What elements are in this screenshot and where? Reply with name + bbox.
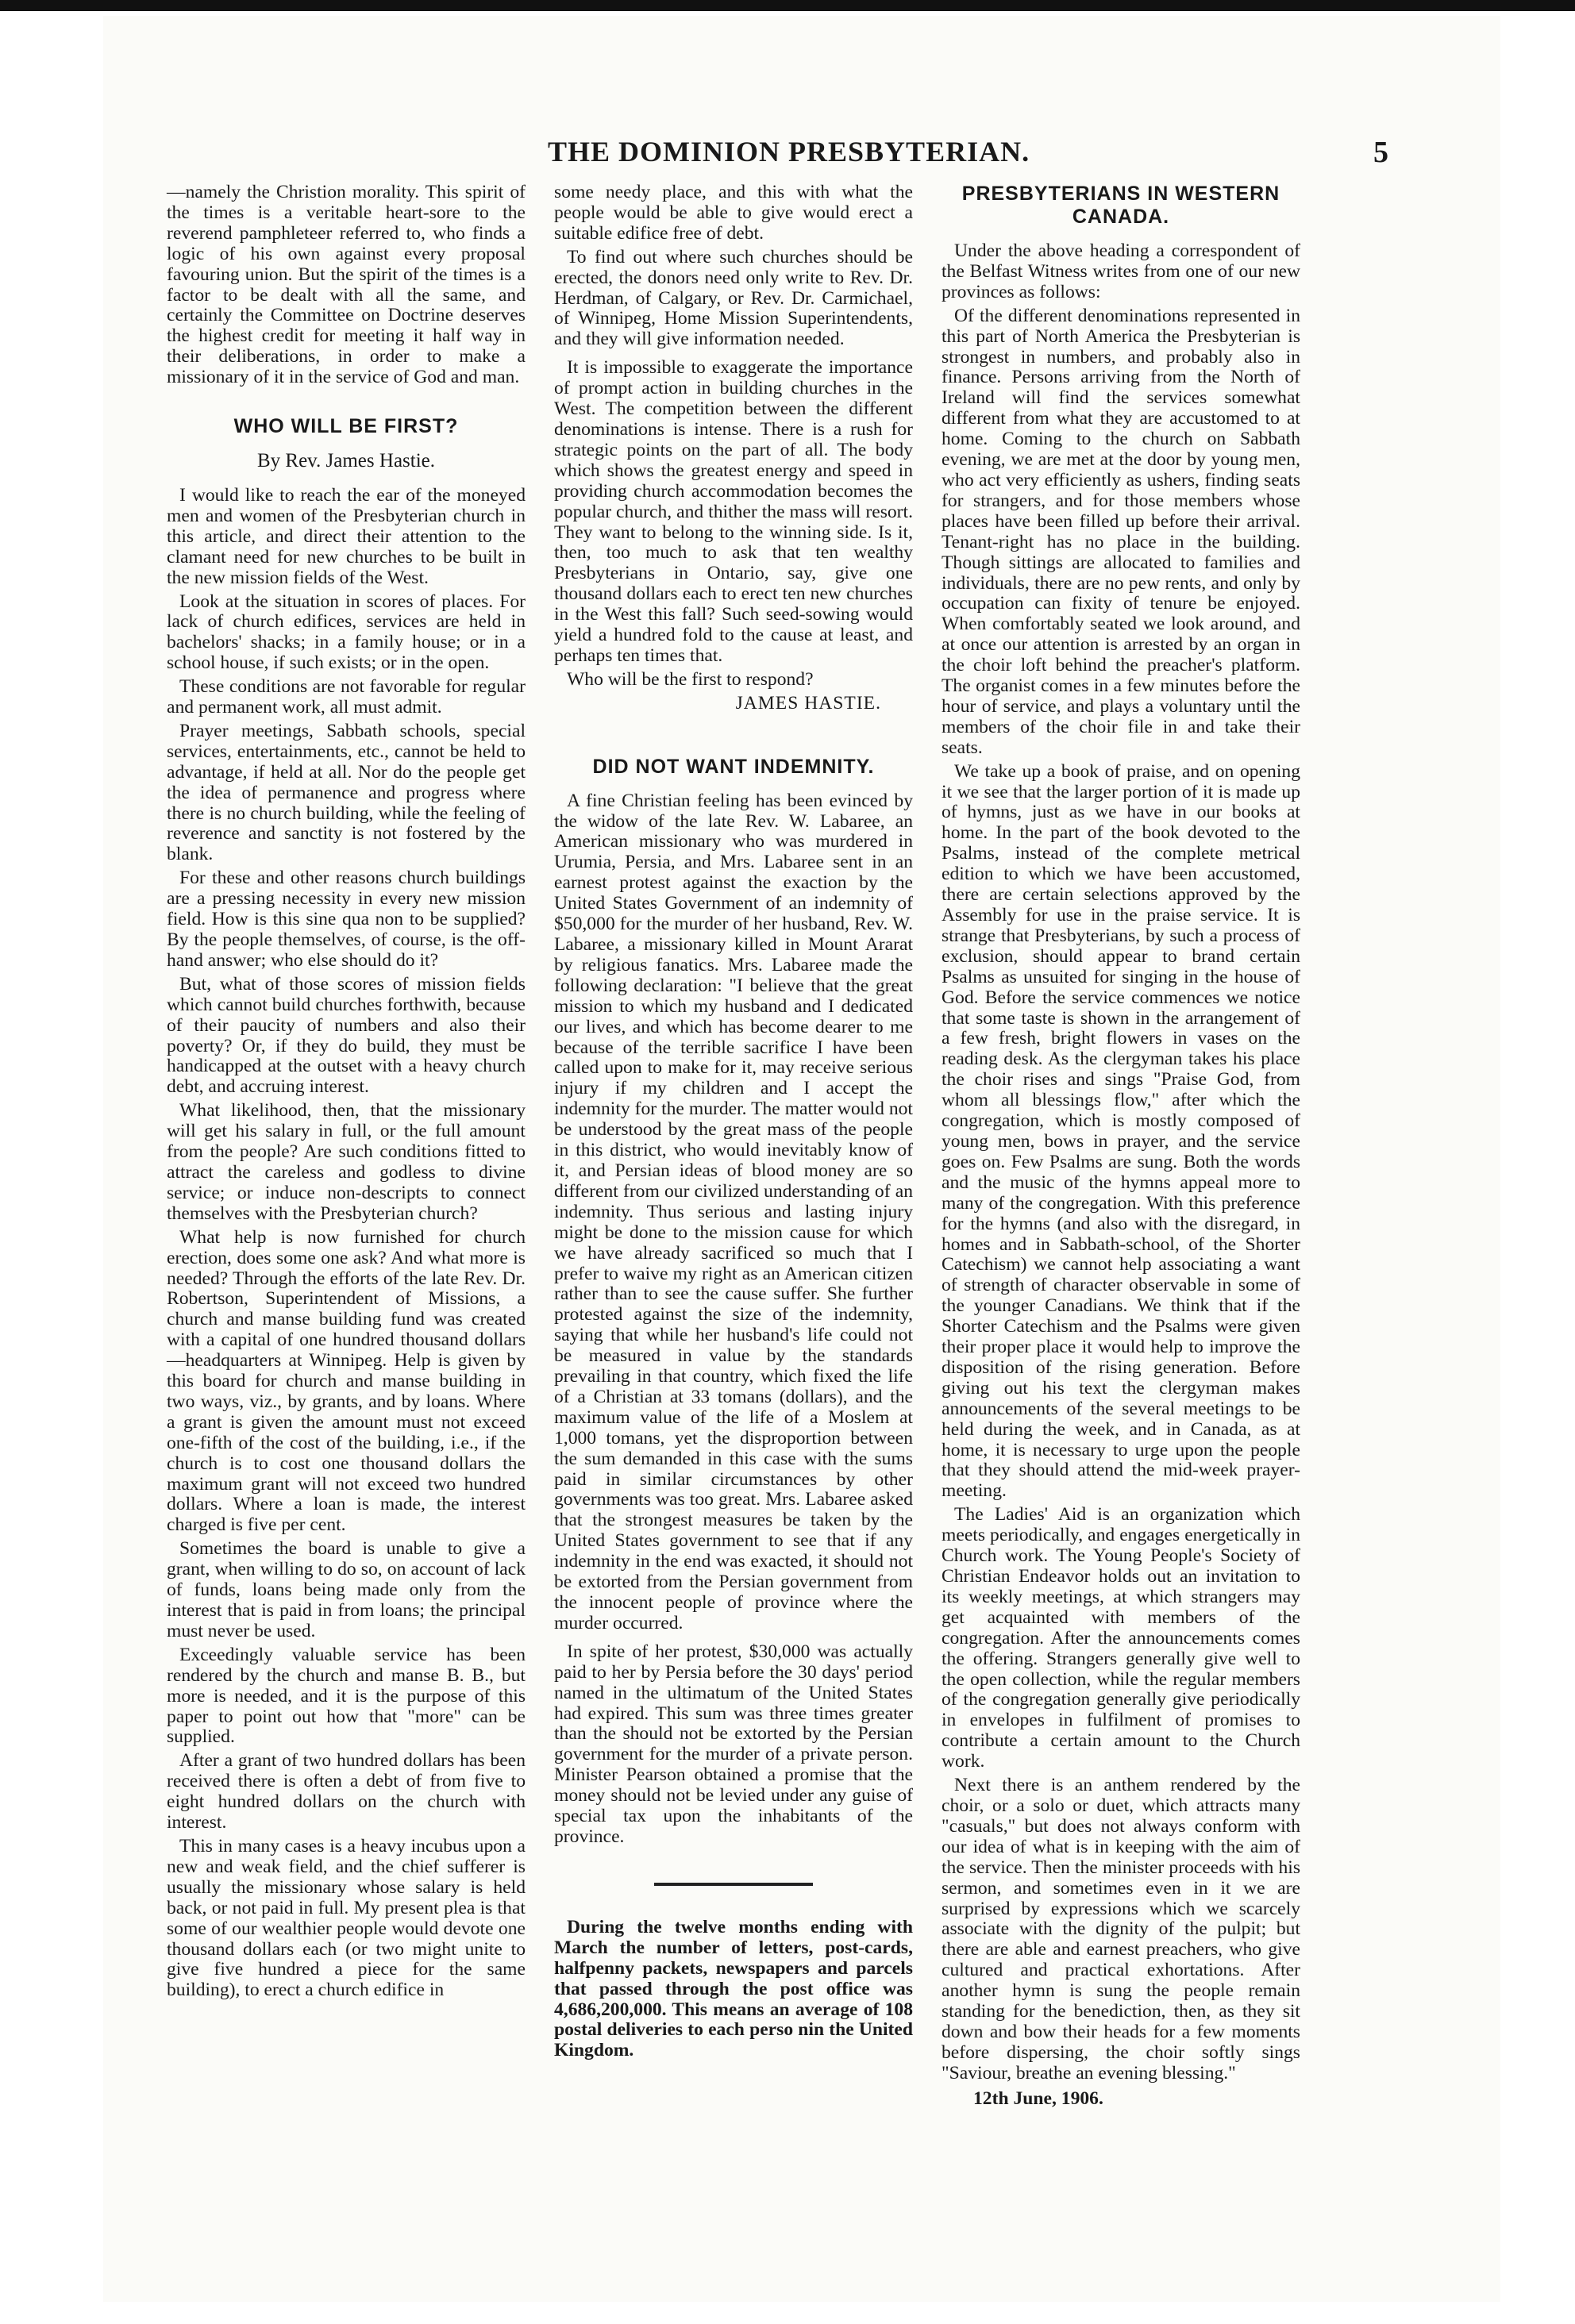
article-heading: WHO WILL BE FIRST? <box>233 415 459 438</box>
signature: JAMES HASTIE. <box>735 692 881 714</box>
newspaper-page <box>103 16 1500 2302</box>
paragraph: Sometimes the board is unable to give a grant, when willing to do so, on account of lack of funds, loans being made only from the interest that is paid in from loans; the principal must never be used. <box>167 1538 526 1641</box>
paragraph: After a grant of two hundred dollars has been received there is often a debt of from five to eight hundred dollars on the church with interest. <box>167 1750 526 1833</box>
article-heading: DID NOT WANT INDEMNITY. <box>592 755 875 778</box>
column-2 <box>554 183 913 2064</box>
paragraph: The Ladies' Aid is an organization which meets periodically, and engages energetically in Church work. The Young People's Society of Christian Endeavor holds out an invitation to its weekly meetings, at which strangers may get acquainted with members of the congregation. After the announcements comes the offering. Strangers generally give well to the open collection, while the regular members of the congregation generally give periodically in envelopes in fulfilment of promises to contribute a certain amount to the Church work. <box>942 1504 1300 1772</box>
paragraph: For these and other reasons church buildings are a pressing necessity in every new mission field. How is this sine qua non to be supplied? By the people themselves, of course, is the off-hand answer; who else should do it? <box>167 868 526 971</box>
paragraph: But, what of those scores of mission fields which cannot build churches forthwith, because of their paucity of numbers and also their poverty? Or, if they do build, they must be handicapped at the outset with a heavy church debt, and accruing interest. <box>167 973 526 1098</box>
paragraph: What help is now furnished for church erection, does some one ask? And what more is needed? Through the efforts of the late Rev. Dr. Robertson, Superintendent of Missions, a church and manse building fund was created with a capital of one hundred thousand dollars—headquarters at Winnipeg. Help is given by this board for church and manse building in two ways, viz., by grants, and by loans. Where a grant is given the amount must not exceed one-fifth of the cost of the building, i.e., if the church is to cost one thousand dollars the maximum grant will not exceed two hundred dollars. Where a loan is made, the interest charged is five per cent. <box>167 1226 526 1536</box>
paragraph: To find out where such churches should be erected, the donors need only write to Rev. Dr. Herdman, of Calgary, or Rev. Dr. Carmichael, of Winnipeg, Home Mission Superintendents, and they will give information needed. <box>554 246 913 350</box>
paragraph: A fine Christian feeling has been evinced by the widow of the late Rev. W. Labaree, an American missionary who was murdered in Urumia, Persia, and Mrs. Labaree sent in an earnest protest against the exaction by the United States Government of an indemnity of $50,000 for the murder of her husband, Rev. W. Labaree, a missionary killed in Mount Ararat by religious fanatics. Mrs. Labaree made the following declaration: "I believe that the great mission to which my husband and I dedicated our lives, and which has become dearer to me because of the terrible sacrifice I have been called upon to make for it, may receive serious injury if my children and I accept the indemnity for the murder. The matter would not be understood by the great mass of the people in this district, who would inevitably know of it, and Persian ideas of blood money are so different from our civilized understanding of an indemnity. Thus serious and lasting injury might be done to the mission cause for which we have already sacrificed so much that I prefer to waive my right as an American citizen rather than to see the cause suffer. She further protested against the size of the indemnity, saying that while her husband's life could not be measured in value by the standards prevailing in that country, which fixed the life of a Christian at 33 tomans (dollars), and the maximum value of the life of a Moslem at 1,000 tomans, yet the disproportion between the sum demanded in this case with the sums paid in similar circumstances by other governments was too great. Mrs. Labaree asked that the strongest measures be taken by the United States government to see that if any indemnity in the end was exacted, it should not be extorted from the Persian government from the innocent people of province where the murder occurred. <box>554 790 913 1633</box>
byline: By Rev. James Hastie. <box>256 450 436 472</box>
article-continuation: —namely the Christion morality. This spirit of the times is a veritable heart-sore to the reverend pamphleteer referred to, who finds a logic of his own against every proposal favouring union. But the spirit of the times is a factor to be dealt with all the same, and certainly the Committee on Doctrine deserves the highest credit for meeting it half way in their deliberations, in order to make a missionary of it in the service of God and man. <box>167 182 526 388</box>
paragraph: Of the different denominations represented in this part of North America the Presbyterian is strongest in numbers, and probably also in finance. Persons arriving from the North of Ireland will find the services somewhat different from what they are accustomed to at home. Coming to the church on Sabbath evening, we are met at the door by young men, who act very efficiently as ushers, finding seats for strangers, and for those members whose places have been filled up before their arrival. Tenant-right has no place in the building. Though sittings are allocated to families and individuals, there are no pew rents, and only by occupation can fixity of tenure be enjoyed. When comfortably seated we look around, and at once our attention is arrested by an organ in the choir loft behind the preacher's platform. The organist comes in a few minutes before the hour of service, and plays a voluntary until the members of the choir file in and take their seats. <box>942 305 1300 758</box>
paragraph: We take up a book of praise, and on opening it we see that the larger portion of it is made up of hymns, just as we have in our books at home. In the part of the book devoted to the Psalms, instead of the complete metrical edition to which we have been accustomed, there are certain selections approved by the Assembly for use in the praise service. It is strange that Presbyterians, by such a process of exclusion, should appear to brand certain Psalms as unsuited for singing in the house of God. Before the service commences we notice that some taste is shown in the arrangement of a few fresh, bright flowers in vases on the reading desk. As the clergyman takes his place the choir rises and sings "Praise God, from whom all blessings flow," after which the congregation, which is mostly composed of young men, bows in prayer, and the service goes on. Few Psalms are sung. Both the words and the music of the hymns appeal more to many of the congregation. With this preference for the hymns (and also with the disregard, in homes and in Sabbath-school, of the Shorter Catechism) we cannot help associating a want of strength of character observable in some of the younger Canadians. We think that if the Shorter Catechism and the Psalms were given their proper place it would help to improve the disposition of the rising generation. Before giving out his text the clergyman makes announcements of the several meetings to be held during the week, and in Canada, as at home, it is necessary to urge upon the people that they should attend the mid-week prayer-meeting. <box>942 760 1300 1502</box>
article-heading: PRESBYTERIANS IN WESTERN CANADA. <box>961 183 1280 228</box>
paragraph: It is impossible to exaggerate the importance of prompt action in building churches in the West. The competition between the different denominations is intense. There is a rush for strategic points on the part of all. The body which shows the greatest energy and speed in providing church accommodation becomes the popular church, and thither the mass will resort. They want to belong to the winning side. Is it, then, too much to ask that ten wealthy Presbyterians in Ontario, say, give one thousand dollars each to erect ten new churches in the West this fall? Such seed-sowing would yield a hundred fold to the cause at least, and perhaps ten times that. <box>554 357 913 666</box>
paragraph: In spite of her protest, $30,000 was actually paid to her by Persia before the 30 days' period named in the ultimatum of the United States had expired. This sum was three times greater than the should not be extorted by the Persian government for the murder of a private person. Minister Pearson obtained a promise that the money should not be levied under any guise of special tax upon the inhabitants of the province. <box>554 1641 913 1847</box>
paragraph: What likelihood, then, that the missionary will get his salary in full, or the full amount from the people? Are such conditions fitted to attract the careless and godless to divine service; or induce non-descripts to connect themselves with the Presbyterian church? <box>167 1100 526 1224</box>
paragraph: Exceedingly valuable service has been rendered by the church and manse B. B., but more is needed, and it is the purpose of this paper to point out how that "more" can be supplied. <box>167 1644 526 1748</box>
section-divider <box>654 1883 813 1886</box>
news-brief: During the twelve months ending with March the number of letters, post-cards, halfpenny packets, newspapers and parcels that passed through the post office was 4,686,200,000. This means an average of 108 postal deliveries to each perso nin the United Kingdom. <box>554 1916 913 2061</box>
paragraph: This in many cases is a heavy incubus upon a new and weak field, and the chief sufferer is usually the missionary whose salary is held back, or not paid in full. My present plea is that some of our wealthier people would devote one thousand dollars each (or two might unite to give five hundred a piece for the same building), to erect a church edifice in <box>167 1835 526 2001</box>
paragraph: I would like to reach the ear of the moneyed men and women of the Presbyterian church in this article, and direct their attention to the clamant need for new churches to be built in the new mission fields of the West. <box>167 484 526 588</box>
paragraph: Who will be the first to respond? <box>567 668 814 690</box>
paragraph: Look at the situation in scores of places. For lack of church edifices, services are held in bachelors' shacks; in a family house; or in a school house, if such exists; or in the open. <box>167 591 526 674</box>
paragraph: Next there is an anthem rendered by the choir, or a solo or duet, which attracts many "casuals," but does not always conform with our idea of what is in keeping with the aim of the service. Then the minister proceeds with his sermon, and sometimes even in it we are surprised by expressions which we scarcely associate with the dignity of the pulpit; but there are able and earnest preachers, who give cultured and practical exhortations. After another hymn is sung the people remain standing for the benediction, then, as they sit down and bow their heads for a few moments before dispersing, the choir softly sings "Saviour, breathe an evening blessing." <box>942 1775 1300 2084</box>
scan-top-border <box>0 0 1575 11</box>
paragraph: These conditions are not favorable for regular and permanent work, all must admit. <box>167 676 526 718</box>
column-1 <box>167 183 526 2004</box>
column-3 <box>942 183 1300 2113</box>
page-number: 5 <box>1373 136 1388 169</box>
paragraph: some needy place, and this with what the people would be able to give would erect a suitable edifice free of debt. <box>554 182 913 244</box>
running-head: THE DOMINION PRESBYTERIAN. <box>548 136 1030 167</box>
paragraph: Prayer meetings, Sabbath schools, special services, entertainments, etc., cannot be held to advantage, if held at all. Nor do the people get the idea of permanence and progress where there is no church building, while the feeling of reverence and sanctity is not fostered by the blank. <box>167 720 526 865</box>
dateline: 12th June, 1906. <box>973 2087 1103 2109</box>
paragraph: Under the above heading a correspondent of the Belfast Witness writes from one of our new provinces as follows: <box>942 240 1300 302</box>
